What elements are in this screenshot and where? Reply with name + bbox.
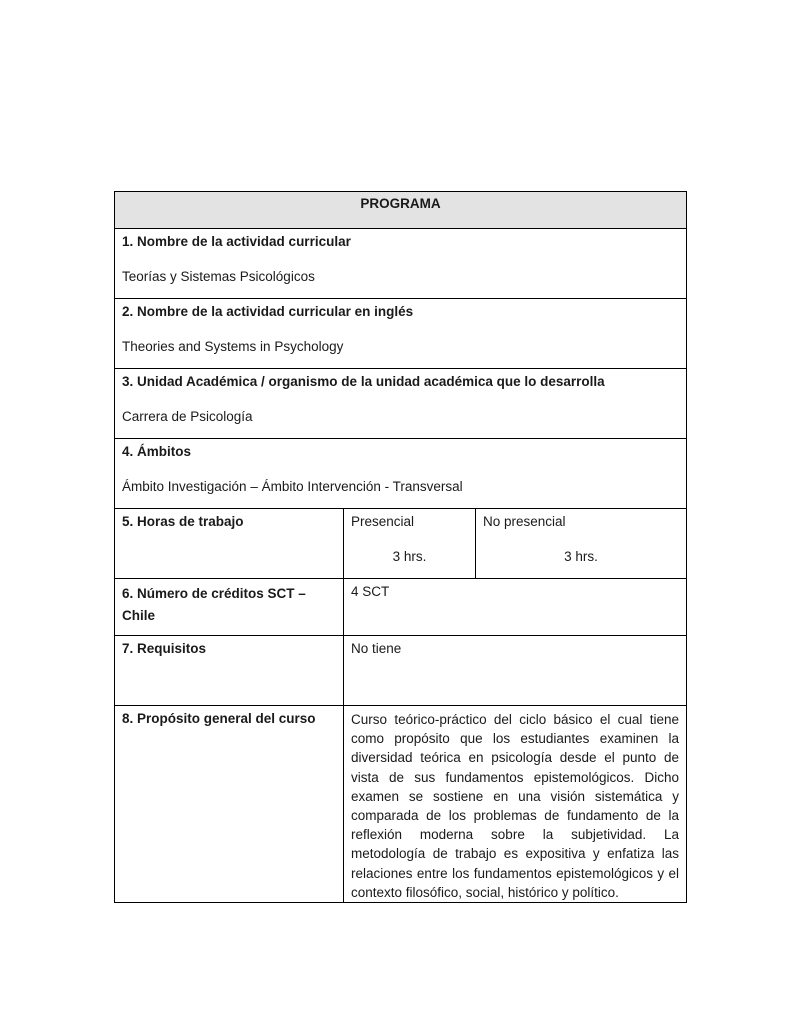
presencial-value: 3 hrs. — [392, 549, 427, 564]
hours-label: 5. Horas de trabajo — [122, 514, 244, 529]
section-label: 2. Nombre de la actividad curricular en inglés — [122, 304, 414, 319]
section-scopes — [115, 439, 687, 509]
credits-value: 4 SCT — [351, 584, 390, 599]
purpose-value: Curso teórico-práctico del ciclo básico el cual tiene como propósito que los estudiantes examinen la diversidad teórica en psicología desde el punto de vista de sus fundamentos epistemológicos. Dicho examen se sostiene en una visión sistemática y comparada de los problemas de fundamento de la reflexión moderna sobre la subjetividad. La metodología de trabajo es expositiva y enfatiza las relaciones entre los fundamentos epistemológicos y el contexto filosófico, social, histórico y político. — [351, 712, 680, 900]
no-presencial-value: 3 hrs. — [564, 549, 598, 564]
requirements-value-cell — [344, 636, 687, 706]
program-title-row — [115, 192, 687, 229]
credits-label: 6. Número de créditos SCT – Chile — [122, 586, 306, 623]
purpose-row — [115, 706, 687, 903]
section-activity-name — [115, 229, 687, 299]
section-academic-unit — [115, 369, 687, 439]
section-row-scopes — [115, 439, 687, 509]
section-value: Theories and Systems in Psychology — [122, 339, 344, 354]
no-presencial-label: No presencial — [483, 514, 566, 529]
program-title: PROGRAMA — [115, 192, 687, 229]
section-value: Carrera de Psicología — [122, 409, 253, 424]
hours-row — [115, 509, 687, 579]
section-activity-name-english — [115, 299, 687, 369]
requirements-label-cell — [115, 636, 344, 706]
credits-value-cell — [344, 579, 687, 636]
requirements-value: No tiene — [351, 641, 402, 656]
section-value: Teorías y Sistemas Psicológicos — [122, 269, 315, 284]
presencial-cell — [344, 509, 476, 579]
section-row-activity-name-english — [115, 299, 687, 369]
requirements-row — [115, 636, 687, 706]
purpose-label-cell — [115, 706, 344, 903]
section-label: 4. Ámbitos — [122, 444, 192, 459]
no-presencial-cell — [476, 509, 687, 579]
purpose-label: 8. Propósito general del curso — [122, 711, 316, 726]
credits-row — [115, 579, 687, 636]
section-row-activity-name — [115, 229, 687, 299]
section-row-academic-unit — [115, 369, 687, 439]
section-value: Ámbito Investigación – Ámbito Intervención - Transversal — [122, 479, 463, 494]
section-label: 3. Unidad Académica / organismo de la unidad académica que lo desarrolla — [122, 374, 605, 389]
requirements-label: 7. Requisitos — [122, 641, 207, 656]
section-label: 1. Nombre de la actividad curricular — [122, 234, 351, 249]
hours-label-cell — [115, 509, 344, 579]
credits-label-cell — [115, 579, 344, 636]
program-table — [114, 191, 687, 903]
presencial-label: Presencial — [351, 514, 415, 529]
purpose-value-cell — [344, 706, 687, 903]
